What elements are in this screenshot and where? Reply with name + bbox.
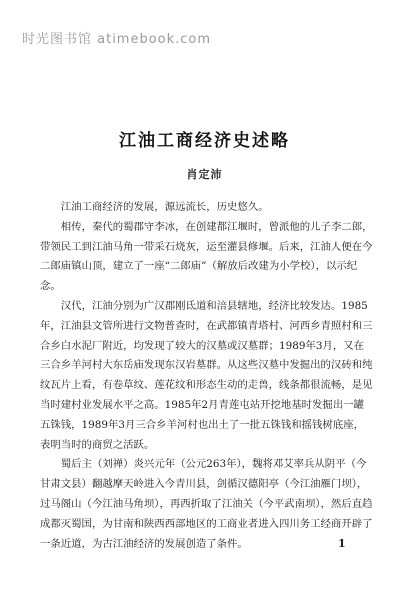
body-paragraph: 蜀后主（刘禅）炎兴元年（公元263年），魏将邓艾率兵从阴平（今甘肃文县）翻越摩天岭进入今青川县，剑循汉德阳亭（今江油雁门坝），过马阁山（今江油马角坝），再西折取了江油关（今平武南坝），然后直趋成都灭蜀国，为甘南和陕西西部地区的工商业者进入四川务工经商开辟了一条近道，为古江油经济的发展创造了条件。 [40,458,373,550]
page-number: 1 [338,537,346,550]
watermark-text: 时光图书馆 atimebook.com [22,32,212,47]
body-paragraph: 江油工商经济的发展，源远流长，历史悠久。 [60,201,269,213]
body-paragraph: 相传，秦代的蜀郡守李冰，在创建都江堰时，曾派他的儿子李二郎，带领民工到江油马角一带采石烧灰，运至灌县修堰。后来，江油人便在今二郎庙镇山顶，建立了一座“二郎庙”（解放后改建为小学校），以示纪念。 [40,220,373,293]
author-name: 肖定沛 [186,168,223,181]
body-paragraph: 汉代，江油分别为广汉郡刚氐道和涪县辖地，经济比较发达。1985年，江油县文管所进行文物普查时，在武都镇青塔村、河西乡青照村和三合乡白水泥厂附近，均发现了较大的汉墓或汉墓群；1989年3月，又在三合乡羊河村大东岳庙发现东汉岩墓群。从这些汉墓中发掘出的汉砖和纯纹瓦片上看，有卷草纹、莲花纹和形态生动的走兽，线条都很流畅，是见当时建村业发展水平之高。1985年2月青莲屯站开挖地基时发掘出一罐五铢钱，1989年3月三合乡羊河村也出土了一批五铢钱和摇钱树底座，表明当时的商贸之活跃。 [40,299,373,451]
article-title: 江油工商经济史述略 [119,131,290,151]
article-body [40,198,374,554]
